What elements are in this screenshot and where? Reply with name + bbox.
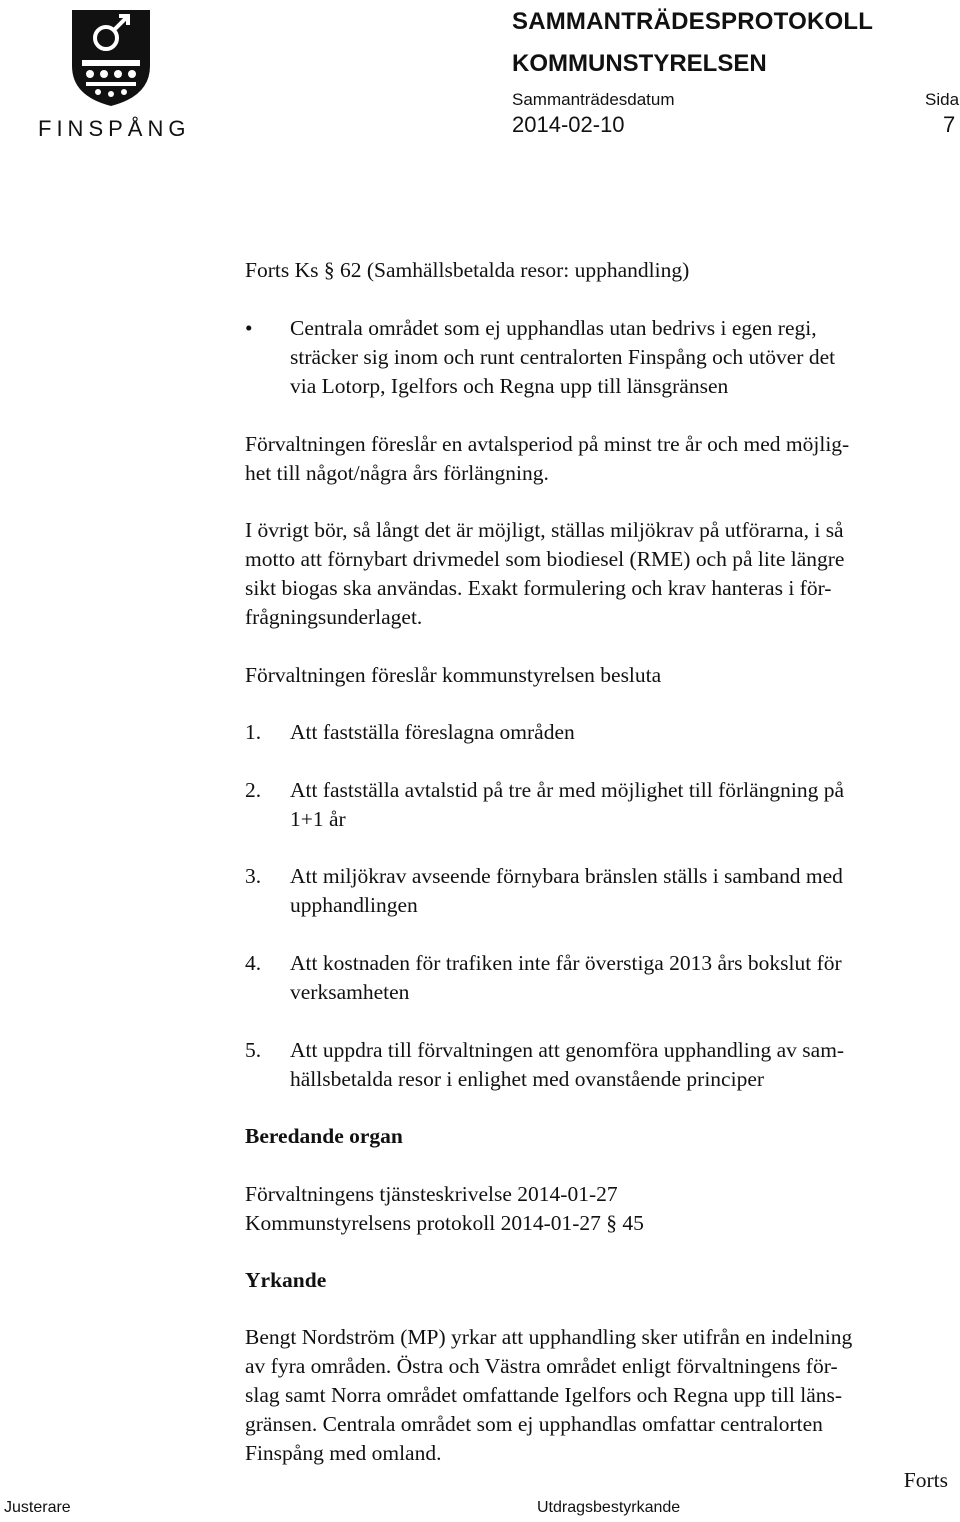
bullet-line: sträcker sig inom och runt centralorten Finspång och utöver det (290, 345, 836, 369)
bullet-item (290, 314, 957, 401)
finspang-logo (38, 8, 191, 141)
decision-line: verksamheten (290, 980, 410, 1004)
continued-marker: Forts (903, 1468, 948, 1492)
coat-of-arms-icon (70, 8, 152, 108)
decision-item (290, 949, 957, 1007)
meeting-date-label: Sammanträdesdatum (512, 90, 675, 109)
decision-line: Att fastställa avtalstid på tre år med möjlighet till förlängning på (290, 778, 845, 802)
yrkande-line: gränsen. Centrala området som ej upphandlas omfattar centralorten (245, 1412, 823, 1436)
document-title: SAMMANTRÄDESPROTOKOLL (512, 8, 874, 35)
beredande-list (245, 1180, 957, 1238)
decision-number: 1. (245, 720, 262, 744)
decision-line: Att miljökrav avseende förnybara bränslen ställs i samband med (290, 864, 843, 888)
section-title (245, 256, 957, 285)
paragraph-line: frågningsunderlaget. (245, 605, 423, 629)
decision-line: Att uppdra till förvaltningen att genomföra upphandling av sam- (290, 1038, 845, 1062)
paragraph-contract-period (245, 430, 957, 488)
yrkande-line: av fyra områden. Östra och Västra området enligt förvaltningens för- (245, 1354, 838, 1378)
paragraph-environment (245, 516, 957, 632)
beredande-line: Förvaltningens tjänsteskrivelse 2014-01-27 (245, 1182, 618, 1206)
decision-number: 5. (245, 1038, 262, 1062)
footer-utdragsbestyrkande: Utdragsbestyrkande (537, 1499, 681, 1516)
decision-item (290, 776, 957, 834)
footer-justerare: Justerare (4, 1499, 71, 1516)
yrkande-line: Finspång med omland. (245, 1441, 442, 1465)
bullet-line: Centrala området som ej upphandlas utan bedrivs i egen regi, (290, 316, 817, 340)
heading-beredande-organ: Beredande organ (245, 1124, 403, 1148)
decision-line: upphandlingen (290, 893, 418, 917)
decision-item (290, 862, 957, 920)
document-subtitle: KOMMUNSTYRELSEN (512, 50, 767, 77)
meeting-date: 2014-02-10 (512, 112, 625, 137)
yrkande-line: Bengt Nordström (MP) yrkar att upphandling sker utifrån en indelning (245, 1325, 853, 1349)
decision-line: Att fastställa föreslagna områden (290, 720, 575, 744)
heading-yrkande: Yrkande (245, 1268, 327, 1292)
proposal-intro: Förvaltningen föreslår kommunstyrelsen besluta (245, 663, 662, 687)
decision-number: 4. (245, 951, 262, 975)
decision-line: hällsbetalda resor i enlighet med ovanstående principer (290, 1067, 765, 1091)
decision-number: 3. (245, 864, 262, 888)
bullet-line: via Lotorp, Igelfors och Regna upp till länsgränsen (290, 374, 729, 398)
page-label: Sida (925, 90, 960, 109)
bullet-icon: • (245, 316, 253, 340)
decision-number: 2. (245, 778, 262, 802)
logo-wordmark: FINSPÅNG (38, 116, 191, 141)
paragraph-line: motto att förnybart drivmedel som biodiesel (RME) och på lite längre (245, 547, 845, 571)
yrkande-paragraph (245, 1323, 957, 1468)
paragraph-line: sikt biogas ska användas. Exakt formulering och krav hanteras i för- (245, 576, 832, 600)
yrkande-line: slag samt Norra området omfattande Igelfors och Regna upp till läns- (245, 1383, 843, 1407)
page-number: 7 (943, 112, 956, 137)
section-title-text: Forts Ks § 62 (Samhällsbetalda resor: upphandling) (245, 258, 690, 282)
beredande-line: Kommunstyrelsens protokoll 2014-01-27 § 45 (245, 1211, 644, 1235)
decision-line: 1+1 år (290, 807, 346, 831)
paragraph-line: het till något/några års förlängning. (245, 461, 549, 485)
decision-item (290, 718, 957, 747)
decision-item (290, 1036, 957, 1094)
paragraph-line: Förvaltningen föreslår en avtalsperiod på minst tre år och med möjlig- (245, 432, 850, 456)
paragraph-line: I övrigt bör, så långt det är möjligt, ställas miljökrav på utförarna, i så (245, 518, 844, 542)
decision-line: Att kostnaden för trafiken inte får överstiga 2013 års bokslut för (290, 951, 842, 975)
